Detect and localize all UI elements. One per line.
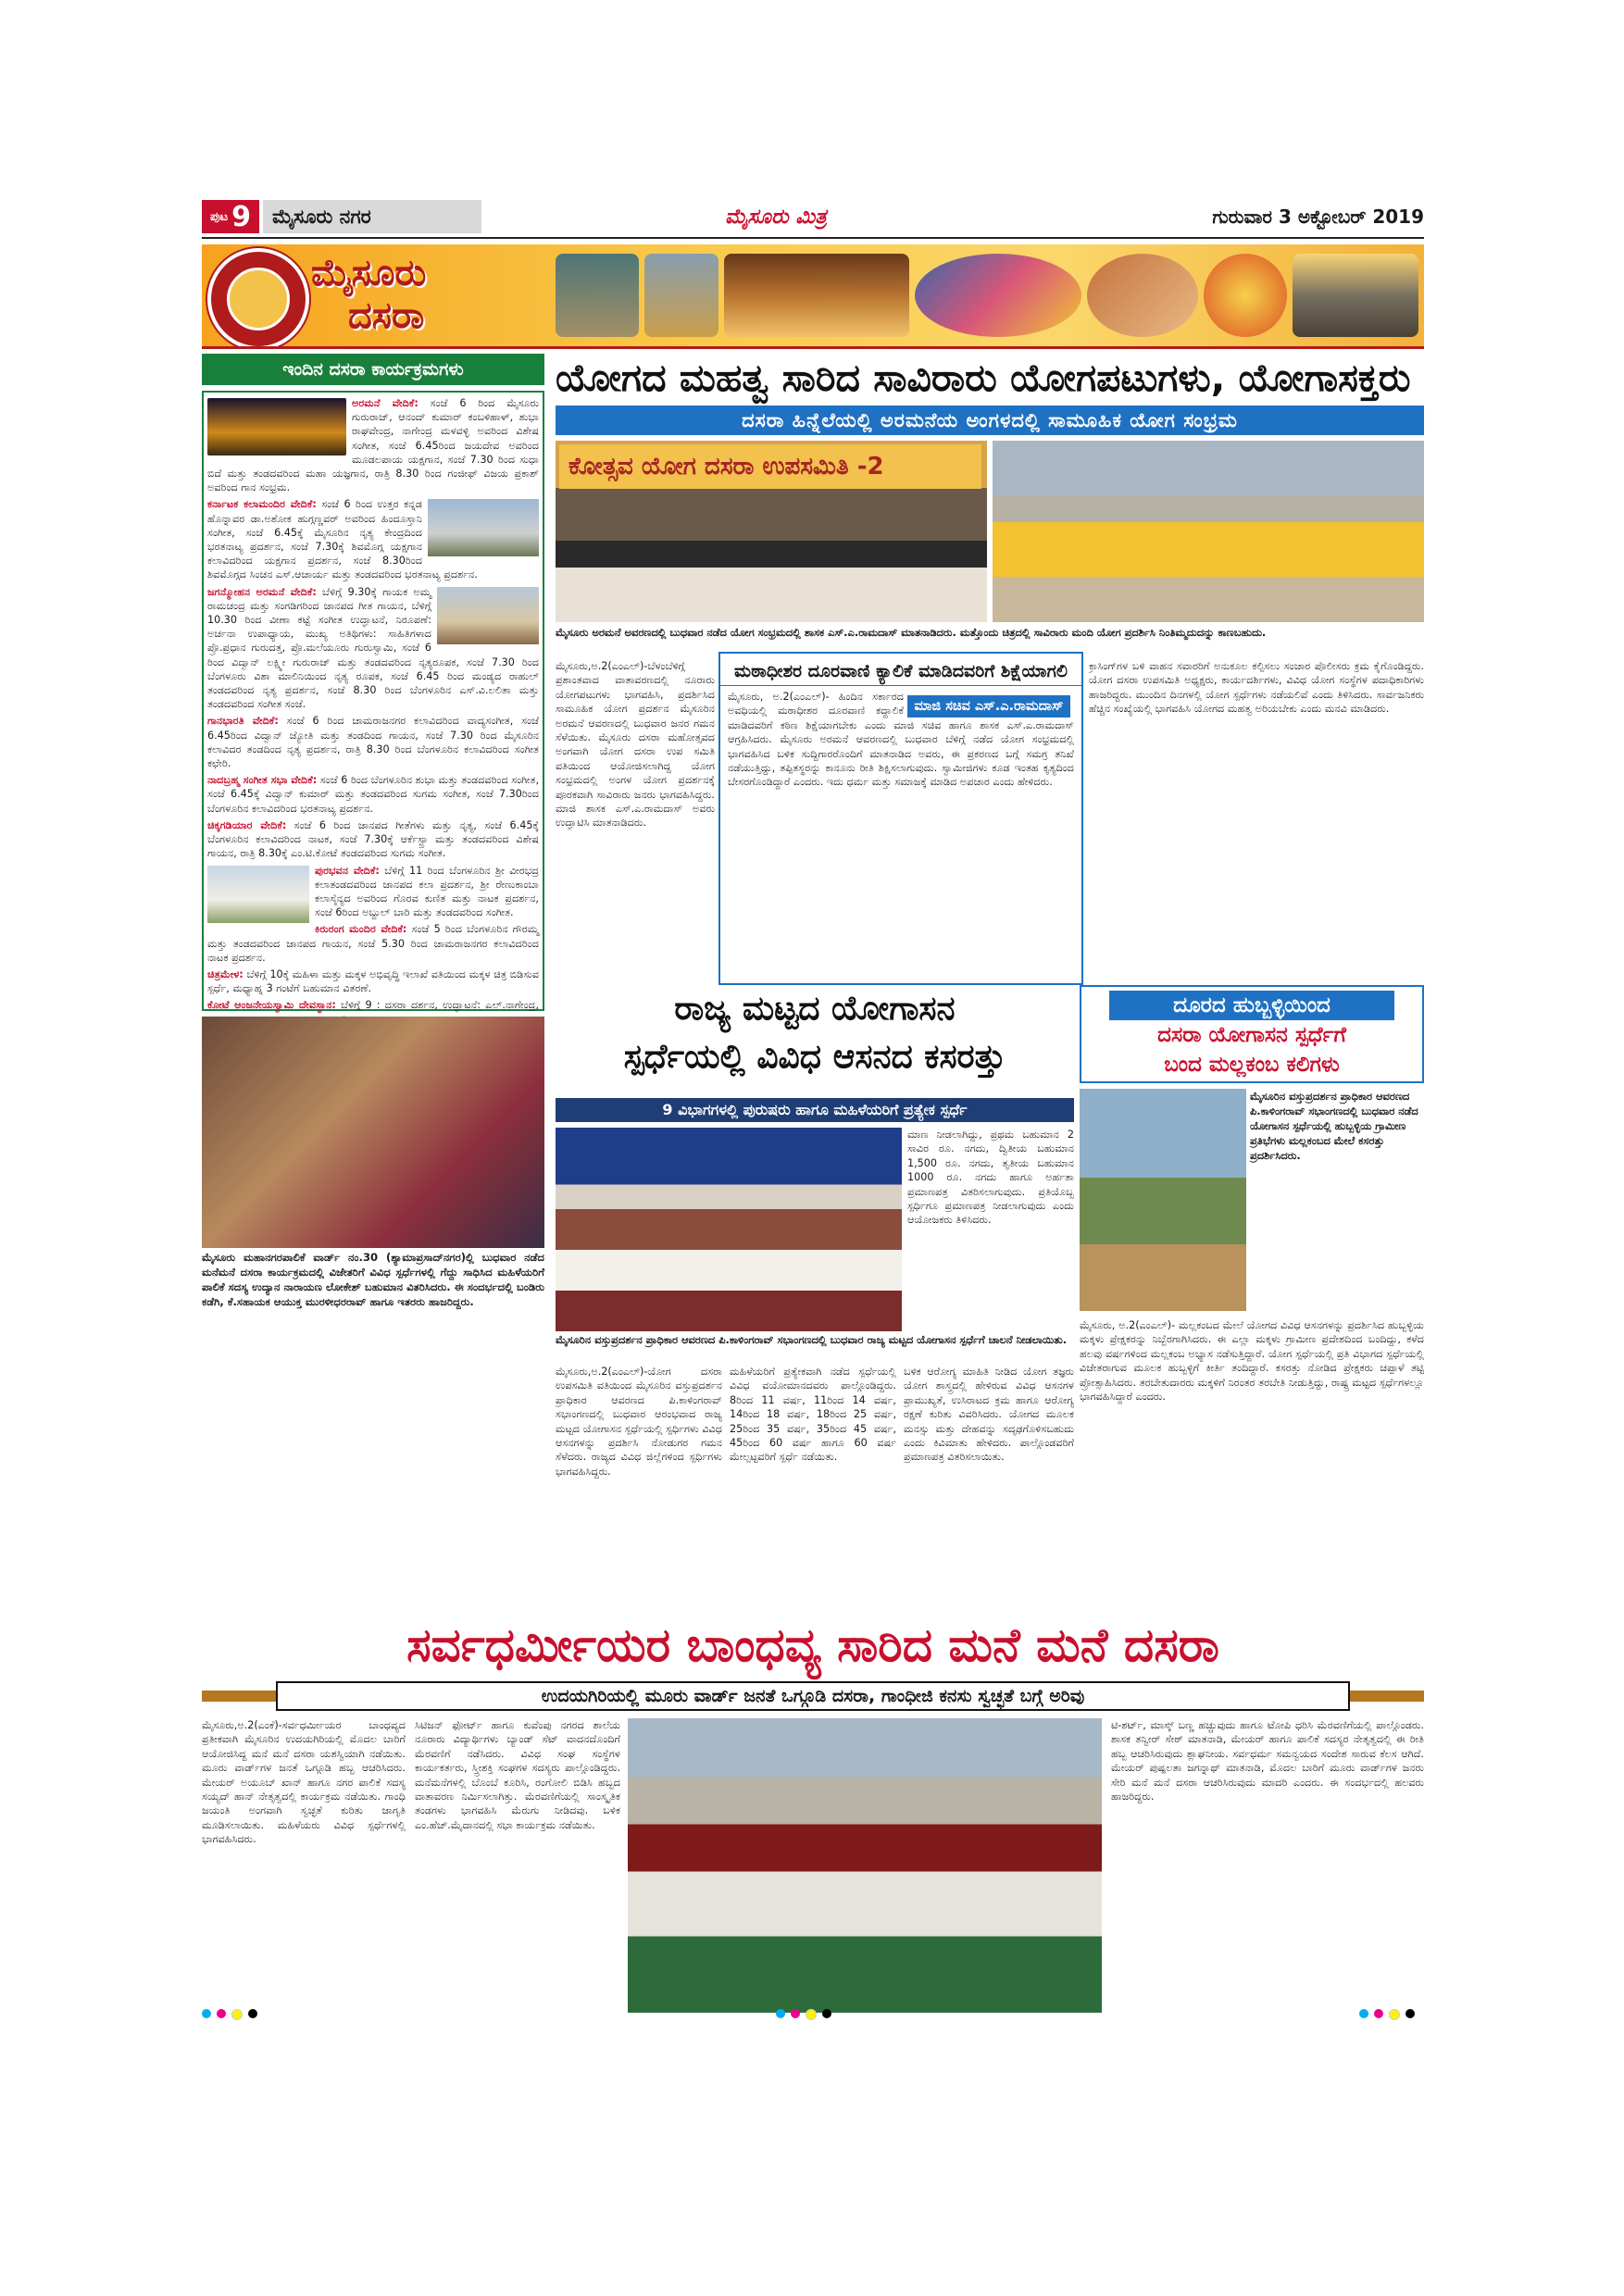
issue-date: ಗುರುವಾರ 3 ಅಕ್ಟೋಬರ್ 2019 (1212, 206, 1424, 228)
home-dasara-procession-photo (628, 1718, 1102, 2013)
mallakamba-headline-line2: ದಸರಾ ಯೋಗಾಸನ ಸ್ಪರ್ಧೆಗೆ (1157, 1023, 1346, 1047)
newspaper-page (202, 196, 1424, 2029)
banner-photo-goddess (1204, 254, 1287, 337)
print-registration-dots-left (202, 2009, 267, 2018)
phone-tapping-box (718, 652, 1083, 985)
page-number-box (202, 200, 259, 233)
yoga-stage-photo (556, 441, 987, 622)
stage-banner-text: ಕೋತ್ಸವ ಯೋಗ ದಸರಾ ಉಪಸಮಿತಿ -2 (559, 444, 981, 489)
programme-entry: ಚಿತ್ರಮೇಳ: ಬೆಳಿಗ್ಗೆ 10ಕ್ಕೆ ಮಹಿಳಾ ಮತ್ತು ಮಕ್ಕಳ ಅಭಿವೃದ್ಧಿ ಇಲಾಖೆ ವತಿಯಿಂದ ಮಕ್ಕಳ ಚಿತ್ರ ಬಿಡಿಸುವ ಸ್ಪರ್ಧೆ, ಮಧ್ಯಾಹ್ನ 3 ಗಂಟೆಗೆ ಬಹುಮಾನ ವಿತರಣೆ. (207, 967, 540, 995)
mallakamba-caption: ಮೈಸೂರಿನ ವಸ್ತುಪ್ರದರ್ಶನ ಪ್ರಾಧಿಕಾರ ಆವರಣದ ಪಿ.ಕಾಳಿಂಗರಾವ್ ಸಭಾಂಗಣದಲ್ಲಿ ಬುಧವಾರ ನಡೆದ ಯೋಗಾಸನ ಸ್ಪರ್ಧೆಯಲ್ಲಿ ಹುಬ್ಬಳ್ಳಿಯ ಗ್ರಾಮೀಣ ಪ್ರತಿಭೆಗಳು ಮಲ್ಲಕಂಬದ ಮೇಲೆ ಕಸರತ್ತು ಪ್ರದರ್ಶಿಸಿದರು. (1250, 1090, 1418, 1162)
banner-photo-temple (644, 254, 718, 337)
programme-entry: ಚಿಕ್ಕಗಡಿಯಾರ ವೇದಿಕೆ: ಸಂಜೆ 6 ರಿಂದ ಜಾನಪದ ಗೀತೆಗಳು ಮತ್ತು ನೃತ್ಯ, ಸಂಜೆ 6.45ಕ್ಕೆ ಬೆಂಗಳೂರಿನ ಕಲಾವಿದರಿಂದ ನಾಟಕ, ಸಂಜೆ 7.30ಕ್ಕೆ ಆರ್ಕೆಸ್ಟ್ರಾ ಮತ್ತು ತಂಡದವರಿಂದ ವಿಶೇಷ ಗಾಯನ, ರಾತ್ರಿ 8.30ಕ್ಕೆ ಎಂ.ಟಿ.ಕೋಟೆ ತಂಡದವರಿಂದ ಸುಗಮ ಸಂಗೀತ. (207, 818, 539, 860)
home-dasara-subhead-bar (202, 1681, 1424, 1711)
mallakamba-headline-line3: ಬಂದ ಮಲ್ಲಕಂಬ ಕಲಿಗಳು (1164, 1053, 1340, 1077)
kalamandira-photo (428, 499, 539, 556)
home-dasara-col3: ಟಿ-ಶರ್ಟ್, ಮಾಸ್ಕ್ ಬಣ್ಣ ಹಚ್ಚುವುದು ಹಾಗೂ ಟೋಪಿ ಧರಿಸಿ ಮೆರವಣಿಗೆಯಲ್ಲಿ ಪಾಲ್ಗೊಂಡರು. ಶಾಸಕ ತನ್ವೀರ್ ಸೇಠ್ ಮಾತನಾಡಿ, ಮೇಯರ್ ಹಾಗೂ ಪಾಲಿಕೆ ಸದಸ್ಯರ ನೇತೃತ್ವದಲ್ಲಿ ಈ ರೀತಿ ಹಬ್ಬ ಆಚರಿಸಿರುವುದು ಶ್ಲಾಘನೀಯ. ಸರ್ವಧರ್ಮ ಸಮನ್ವಯದ ಸಂದೇಶ ಸಾರುವ ಕೆಲಸ ಆಗಿದೆ. ಮೇಯರ್ ಪುಷ್ಪಲತಾ ಜಗನ್ನಾಥ್ ಮಾತನಾಡಿ, ಮೊದಲ ಬಾರಿಗೆ ಮೂರು ವಾರ್ಡ್‌ಗಳ ಜನರು ಸೇರಿ ಮನೆ ಮನೆ ದಸರಾ ಆಚರಿಸಿರುವುದು ಮಾದರಿ ಎಂದರು. ಈ ಸಂದರ್ಭದಲ್ಲಿ ಹಲವರು ಹಾಜರಿದ್ದರು. (1111, 1719, 1424, 1803)
page-prefix: ಪುಟ (210, 209, 229, 224)
dasara-banner (202, 244, 1424, 349)
state-yoga-headline-line1: ರಾಜ್ಯ ಮಟ್ಟದ ಯೋಗಾಸನ (674, 990, 956, 1028)
palace-night-photo (207, 398, 346, 455)
yoga-article-col3: ಕ್ರಾಸಿಂಗ್‌ಗಳ ಬಳಿ ವಾಹನ ಸವಾರರಿಗೆ ಅನುಕೂಲ ಕಲ್ಪಿಸಲು ಸಂಚಾರ ಪೊಲೀಸರು ಕ್ರಮ ಕೈಗೊಂಡಿದ್ದರು. ಯೋಗ ದಸರಾ ಉಪಸಮಿತಿ ಅಧ್ಯಕ್ಷರು, ಕಾರ್ಯದರ್ಶಿಗಳು, ವಿವಿಧ ಯೋಗ ಸಂಸ್ಥೆಗಳ ಪದಾಧಿಕಾರಿಗಳು ಹಾಜರಿದ್ದರು. ಮುಂದಿನ ದಿನಗಳಲ್ಲಿ ಯೋಗ ಸ್ಪರ್ಧೆಗಳು ನಡೆಯಲಿವೆ ಎಂದು ತಿಳಿಸಿದರು. ಸಾರ್ವಜನಿಕರು ಹೆಚ್ಚಿನ ಸಂಖ್ಯೆಯಲ್ಲಿ ಭಾಗವಹಿಸಿ ಯೋಗದ ಮಹತ್ವ ಅರಿಯಬೇಕು ಎಂದು ಮನವಿ ಮಾಡಿದರು. (1089, 660, 1424, 716)
section-title: ಮೈಸೂರು ನಗರ (263, 200, 481, 233)
print-registration-dots-right (1359, 2009, 1424, 2018)
home-dasara-subhead: ಉದಯಗಿರಿಯಲ್ಲಿ ಮೂರು ವಾರ್ಡ್ ಜನತೆ ಒಗ್ಗೂಡಿ ದಸರಾ, ಗಾಂಧೀಜಿ ಕನಸು ಸ್ವಚ್ಛತೆ ಬಗ್ಗೆ ಅರಿವು (276, 1681, 1350, 1711)
yoga-article-col2: ಬಳಿಕ ಆರೋಗ್ಯ ಮಾಹಿತಿ ನೀಡಿದ ಯೋಗ ತಜ್ಞರು ಯೋಗ ಶಾಸ್ತ್ರದಲ್ಲಿ ಹೇಳಿರುವ ವಿವಿಧ ಆಸನಗಳ ಪ್ರಾಮುಖ್ಯತೆ, ಉಸಿರಾಟದ ಕ್ರಮ ಹಾಗೂ ಆರೋಗ್ಯ ರಕ್ಷಣೆ ಕುರಿತು ವಿವರಿಸಿದರು. ಯೋಗದ ಮೂಲಕ ಮನಸ್ಸು ಮತ್ತು ದೇಹವನ್ನು ಸದೃಢಗೊಳಿಸಬಹುದು ಎಂದು ಕಿವಿಮಾತು ಹೇಳಿದರು. ಪಾಲ್ಗೊಂಡವರಿಗೆ ಪ್ರಮಾಣಪತ್ರ ವಿತರಿಸಲಾಯಿತು. (904, 1366, 1074, 1464)
print-registration-dots-center (776, 2009, 841, 2018)
phone-tapping-heading: ಮಠಾಧೀಶರ ದೂರವಾಣಿ ಕ್ಯಾಲಿಕೆ ಮಾಡಿದವರಿಗೆ ಶಿಕ್ಷೆಯಾಗಲಿ (720, 654, 1081, 686)
prize-distribution-photo (202, 1017, 544, 1248)
state-yoga-col3: ಮಾಣ ನೀಡಲಾಗಿದ್ದು, ಪ್ರಥಮ ಬಹುಮಾನ 2 ಸಾವಿರ ರೂ. ನಗದು, ದ್ವಿತೀಯ ಬಹುಮಾನ 1,500 ರೂ. ನಗದು, ತೃತೀಯ ಬಹುಮಾನ 1000 ರೂ. ನಗದು ಹಾಗೂ ಅರ್ಹತಾ ಪ್ರಮಾಣಪತ್ರ ವಿತರಿಸಲಾಗುವುದು. ಪ್ರತಿಯೊಬ್ಬ ಸ್ಪರ್ಧಿಗೂ ಪ್ರಮಾಣಪತ್ರ ನೀಡಲಾಗುವುದು ಎಂದು ಆಯೋಜಕರು ತಿಳಿಸಿದರು. (907, 1129, 1074, 1227)
programme-entry: ಕರ್ನಾಟಕ ಕಲಾಮಂದಿರ ವೇದಿಕೆ: ಸಂಜೆ 6 ರಿಂದ ಉತ್ತರ ಕನ್ನಡ ಹೊನ್ನಾವರ ಡಾ.ಅಶೋಕ ಹುಗ್ಗಣ್ಣವರ್ ಅವರಿಂದ ಹಿಂದೂಸ್ತಾನಿ ಸಂಗೀತ, ಸಂಜೆ 6.45ಕ್ಕೆ ಮೈಸೂರಿನ ನೃತ್ಯ ಕೇಂದ್ರದಿಂದ ಭರತನಾಟ್ಯ ಪ್ರದರ್ಶನ, ಸಂಜೆ 7.30ಕ್ಕೆ ಶಿವಮೊಗ್ಗ ಯಕ್ಷಗಾನ ಕಲಾವಿದರಿಂದ ಯಕ್ಷಗಾನ ಪ್ರದರ್ಶನ, ಸಂಜೆ 8.30ರಿಂದ ಶಿವಮೊಗ್ಗದ ಸಿಂಚನ ಎಸ್.ಆಚಾರ್ಯ ಮತ್ತು ತಂಡದವರಿಂದ ಭರತನಾಟ್ಯ ಪ್ರದರ್ಶನ. (207, 497, 539, 581)
banner-photo-dancers (915, 254, 1081, 337)
mallakamba-photo (1080, 1089, 1246, 1311)
todays-programmes-column (202, 354, 544, 1308)
state-yoga-col2: ಮಹಿಳೆಯರಿಗೆ ಪ್ರತ್ಯೇಕವಾಗಿ ನಡೆದ ಸ್ಪರ್ಧೆಯಲ್ಲಿ ವಿವಿಧ ವಯೋಮಾನದವರು ಪಾಲ್ಗೊಂಡಿದ್ದರು. 8ರಿಂದ 11 ವರ್ಷ, 11ರಿಂದ 14 ವರ್ಷ, 14ರಿಂದ 18 ವರ್ಷ, 18ರಿಂದ 25 ವರ್ಷ, 25ರಿಂದ 35 ವರ್ಷ, 35ರಿಂದ 45 ವರ್ಷ, 45ರಿಂದ 60 ವರ್ಷ ಹಾಗೂ 60 ವರ್ಷ ಮೇಲ್ಪಟ್ಟವರಿಗೆ ಸ್ಪರ್ಧೆ ನಡೆಯಿತು. (730, 1366, 896, 1464)
prize-distribution-caption: ಮೈಸೂರು ಮಹಾನಗರಪಾಲಿಕೆ ವಾರ್ಡ್ ನಂ.30 (ಶ್ಯಾಮಾಪ್ರಸಾದ್‌ನಗರ)ಲ್ಲಿ ಬುಧವಾರ ನಡೆದ ಮನೆಮನೆ ದಸರಾ ಕಾರ್ಯಕ್ರಮದಲ್ಲಿ ವಿಜೇತರಿಗೆ ವಿವಿಧ ಸ್ಪರ್ಧೆಗಳಲ್ಲಿ ಗೆದ್ದು ಸಾಧಿಸಿದ ಮಹಿಳೆಯರಿಗೆ ಪಾಲಿಕೆ ಸದಸ್ಯ ಉದ್ಯಾನ ನಾರಾಯಣ ಲೋಕೇಶ್ ಬಹುಮಾನ ವಿತರಿಸಿದರು. ಈ ಸಂದರ್ಭದಲ್ಲಿ ಬಂಡಿರು ಕಡೆಗಿ, ಕೆ.ಸಹಾಯಕ ಆಯುಕ್ತ ಮುರಳೀಧರರಾವ್ ಹಾಗೂ ಇತರರು ಹಾಜರಿದ್ದರು. (202, 1251, 544, 1308)
dasara-elephant-logo-icon (207, 248, 309, 349)
mallakamba-headline-line1: ದೂರದ ಹುಬ್ಬಳ್ಳಿಯಿಂದ (1109, 991, 1394, 1020)
banner-title-line2: ದಸರಾ (348, 294, 425, 337)
home-dasara-col1: ಮೈಸೂರು,ಅ.2(ಎಂಕೆ)-ಸರ್ವಧರ್ಮೀಯರ ಬಾಂಧವ್ಯದ ಪ್ರತೀಕವಾಗಿ ಮೈಸೂರಿನ ಉದಯಗಿರಿಯಲ್ಲಿ ಮೊದಲ ಬಾರಿಗೆ ಆಯೋಜಿಸಿದ್ದ ಮನೆ ಮನೆ ದಸರಾ ಯಶಸ್ವಿಯಾಗಿ ನಡೆಯಿತು. ಮೂರು ವಾರ್ಡ್‌ಗಳ ಜನತೆ ಒಗ್ಗೂಡಿ ಹಬ್ಬ ಆಚರಿಸಿದರು. ಮೇಯರ್ ಅಯೂಬ್ ಖಾನ್ ಹಾಗೂ ನಗರ ಪಾಲಿಕೆ ಸದಸ್ಯ ಸಯ್ಯದ್ ಹಾನ್ ನೇತೃತ್ವದಲ್ಲಿ ಕಾರ್ಯಕ್ರಮ ನಡೆಯಿತು. ಗಾಂಧಿ ಜಯಂತಿ ಅಂಗವಾಗಿ ಸ್ವಚ್ಛತೆ ಕುರಿತು ಜಾಗೃತಿ ಮೂಡಿಸಲಾಯಿತು. ಮಹಿಳೆಯರು ವಿವಿಧ ಸ್ಪರ್ಧೆಗಳಲ್ಲಿ ಭಾಗವಹಿಸಿದರು. (202, 1719, 406, 1846)
jaganmohan-palace-photo (437, 587, 539, 644)
state-yoga-headline (556, 985, 1074, 1096)
townhall-photo (207, 866, 309, 923)
programme-entry: ಕೋಟೆ ಆಂಜನೇಯಸ್ವಾಮಿ ದೇವಸ್ಥಾನ: ಬೆಳಿಗ್ಗೆ 9 : ದಸರಾ ದರ್ಶನ, ಉದ್ಘಾಟನೆ: ಎಲ್.ನಾಗೇಂದ್ರ, (207, 999, 539, 1012)
page-number: 9 (231, 200, 251, 233)
masthead (202, 196, 1424, 239)
phone-tapping-subhead: ಮಾಜಿ ಸಚಿವ ಎಸ್.ಎ.ರಾಮದಾಸ್ (907, 695, 1070, 718)
state-yoga-headline-line2: ಸ್ಪರ್ಧೆಯಲ್ಲಿ ವಿವಿಧ ಆಸನದ ಕಸರತ್ತು (623, 1038, 1006, 1076)
state-yoga-caption: ಮೈಸೂರಿನ ವಸ್ತುಪ್ರದರ್ಶನ ಪ್ರಾಧಿಕಾರ ಆವರಣದ ಪಿ.ಕಾಳಿಂಗರಾವ್ ಸಭಾಂಗಣದಲ್ಲಿ ಬುಧವಾರ ರಾಜ್ಯ ಮಟ್ಟದ ಯೋಗಾಸನ ಸ್ಪರ್ಧೆಗೆ ಚಾಲನೆ ನೀಡಲಾಯಿತು. (556, 1333, 1068, 1346)
programme-entry: ಅರಮನೆ ವೇದಿಕೆ: ಸಂಜೆ 6 ರಿಂದ ಮೈಸೂರು ಗುರುರಾಜ್, ಆನಂದ್ ಕುಮಾರ್ ಕಂಬಳಿಹಾಳ್, ಶುಭಾ ರಾಘವೇಂದ್ರ, ನಾಗೇಂದ್ರ ಮಳವಳ್ಳಿ ಅವರಿಂದ ವಿಶೇಷ ಸಂಗೀತ, ಸಂಜೆ 6.45ರಿಂದ ಜಯದೇವ ಅವರಿಂದ ಮೂಡಲಪಾಯ ಯಕ್ಷಗಾನ, ಸಂಜೆ 7.30 ರಿಂದ ಸುಧಾ ಬಿದೆ ಮತ್ತು ತಂಡದವರಿಂದ ಮಹಾ ಯಜ್ಞಗಾನ, ರಾತ್ರಿ 8.30 ರಿಂದ ಗಂಜೀಫ್ ವಿಜಯ ಪ್ರಕಾಶ್ ಅವರಿಂದ ಗಾನ ಸಂಭ್ರಮ. (207, 397, 539, 494)
home-dasara-col2: ಸಿಟಿಜನ್ ಫೋರ್ಟ್ ಹಾಗೂ ಕುವೆಂಪು ನಗರದ ಶಾಲೆಯ ನೂರಾರು ವಿದ್ಯಾರ್ಥಿಗಳು ಬ್ಯಾಂಡ್ ಸೆಟ್ ವಾದನದೊಂದಿಗೆ ಮೆರವಣಿಗೆ ನಡೆಸಿದರು. ವಿವಿಧ ಸಂಘ ಸಂಸ್ಥೆಗಳ ಕಾರ್ಯಕರ್ತರು, ಸ್ತ್ರೀಶಕ್ತಿ ಸಂಘಗಳ ಸದಸ್ಯರು ಪಾಲ್ಗೊಂಡಿದ್ದರು. ಮನೆಮನೆಗಳಲ್ಲಿ ಬೊಂಬೆ ಕೂರಿಸಿ, ರಂಗೋಲಿ ಬಿಡಿಸಿ ಹಬ್ಬದ ವಾತಾವರಣ ನಿರ್ಮಿಸಲಾಗಿತ್ತು. ಮೆರವಣಿಗೆಯಲ್ಲಿ ಸಾಂಸ್ಕೃತಿಕ ತಂಡಗಳು ಭಾಗವಹಿಸಿ ಮೆರುಗು ನೀಡಿದವು. ಬಳಿಕ ಎಂ.ಹೆಚ್.ಮೈದಾನದಲ್ಲಿ ಸಭಾ ಕಾರ್ಯಕ್ರಮ ನಡೆಯಿತು. (415, 1719, 620, 1831)
banner-photo-statue (556, 254, 639, 337)
yoga-article-col1: ಮೈಸೂರು,ಅ.2(ಎಂಎಲ್)-ಬೆಳಂಬೆಳಿಗ್ಗೆ ಪ್ರಶಾಂತವಾದ ವಾತಾವರಣದಲ್ಲಿ ನೂರಾರು ಯೋಗಪಟುಗಳು ಭಾಗವಹಿಸಿ, ಪ್ರದರ್ಶಿಸಿದ ಸಾಮೂಹಿಕ ಯೋಗ ಪ್ರದರ್ಶನ ಮೈಸೂರಿನ ಅರಮನೆ ಆವರಣದಲ್ಲಿ ಬುಧವಾರ ಜನರ ಗಮನ ಸೆಳೆಯಿತು. ಮೈಸೂರು ದಸರಾ ಮಹೋತ್ಸವದ ಅಂಗವಾಗಿ ಯೋಗ ದಸರಾ ಉಪ ಸಮಿತಿ ವತಿಯಿಂದ ಆಯೋಜಿಸಲಾಗಿದ್ದ ಯೋಗ ಸಂಭ್ರಮದಲ್ಲಿ ಅಂಗಳ ಯೋಗ ಪ್ರದರ್ಶನಕ್ಕೆ ಪೂರಕವಾಗಿ ಸಾವಿರಾರು ಜನರು ಭಾಗವಹಿಸಿದ್ದರು. ಮಾಜಿ ಶಾಸಕ ಎಸ್.ಎ.ರಾಮದಾಸ್ ಅವರು ಉದ್ಘಾಟಿಸಿ ಮಾತನಾಡಿದರು. (556, 660, 715, 830)
banner-photo-palace (724, 254, 909, 337)
banner-photo-elephant (1293, 254, 1418, 337)
mallakamba-body: ಮೈಸೂರು, ಅ.2(ಎಂಎಲ್)- ಮಲ್ಲಕಂಬದ ಮೇಲೆ ಯೋಗದ ವಿವಿಧ ಆಸನಗಳನ್ನು ಪ್ರದರ್ಶಿಸಿದ ಹುಬ್ಬಳ್ಳಿಯ ಮಕ್ಕಳು ಪ್ರೇಕ್ಷಕರನ್ನು ನಿಬ್ಬೆರಗಾಗಿಸಿದರು. ಈ ಎಲ್ಲಾ ಮಕ್ಕಳು ಗ್ರಾಮೀಣ ಪ್ರದೇಶದಿಂದ ಬಂದಿದ್ದು, ಕಳೆದ ಹಲವು ವರ್ಷಗಳಿಂದ ಮಲ್ಲಕಂಬ ಅಭ್ಯಾಸ ನಡೆಸುತ್ತಿದ್ದಾರೆ. ಯೋಗ ಸ್ಪರ್ಧೆಯಲ್ಲಿ ಪ್ರತಿ ವಿಭಾಗದ ಸ್ಪರ್ಧೆಯಲ್ಲಿ ವಿಜೇತರಾಗುವ ಮೂಲಕ ಹುಬ್ಬಳ್ಳಿಗೆ ಕೀರ್ತಿ ತಂದಿದ್ದಾರೆ. ಕಸರತ್ತು ನೋಡಿದ ಪ್ರೇಕ್ಷಕರು ಚಪ್ಪಾಳೆ ತಟ್ಟಿ ಪ್ರೋತ್ಸಾಹಿಸಿದರು. ತರಬೇತುದಾರರು ಮಕ್ಕಳಿಗೆ ನಿರಂತರ ತರಬೇತಿ ನೀಡುತ್ತಿದ್ದು, ರಾಷ್ಟ್ರ ಮಟ್ಟದ ಸ್ಪರ್ಧೆಗಳಲ್ಲೂ ಭಾಗವಹಿಸಿದ್ದಾರೆ ಎಂದರು. (1080, 1319, 1424, 1404)
banner-photo-wrestling (1087, 254, 1198, 337)
mallakamba-headline-box (1080, 985, 1424, 1083)
programme-entry: ಗಾನಭಾರತಿ ವೇದಿಕೆ: ಸಂಜೆ 6 ರಿಂದ ಚಾಮರಾಜನಗರ ಕಲಾವಿದರಿಂದ ವಾದ್ಯಸಂಗೀತ, ಸಂಜೆ 6.45ರಿಂದ ವಿದ್ವಾನ್ ಜ್ಯೋತಿ ಮತ್ತು ತಂಡದಿಂದ ಗಾಯನ, ಸಂಜೆ 7.30 ರಿಂದ ಮೈಸೂರಿನ ಕಲಾವಿದರ ತಂಡದಿಂದ ನೃತ್ಯ ಪ್ರದರ್ಶನ, ರಾತ್ರಿ 8.30 ರಿಂದ ಬೆಂಗಳೂರಿನ ಕಲಾವಿದರಿಂದ ಸಂಗೀತ ಕಛೇರಿ. (207, 715, 539, 770)
state-yoga-inauguration-photo (556, 1128, 902, 1331)
programme-entry: ಪುರಭವನ ವೇದಿಕೆ: ಬೆಳಿಗ್ಗೆ 11 ರಿಂದ ಬೆಂಗಳೂರಿನ ಶ್ರೀ ವೀರಭದ್ರ ಕಲಾತಂಡದವರಿಂದ ಜಾನಪದ ಕಲಾ ಪ್ರದರ್ಶನ, ಶ್ರೀ ರೇಣುಕಾಂಬಾ ಕಲಾಸೈನ್ಯದ ಅವರಿಂದ ಗೊರವ ಕುಣಿತ ಮತ್ತು ನಾಟಕ ಪ್ರದರ್ಶನ, ಸಂಜೆ 6ರಿಂದ ಅಬ್ದುಲ್ ಬಾರಿ ಮತ್ತು ತಂಡದವರಿಂದ ಸಂಗೀತ. (207, 864, 539, 920)
newspaper-name: ಮೈಸೂರು ಮಿತ್ರ (725, 205, 827, 229)
phone-tapping-body: ಮಾಜಿ ಸಚಿವ ಎಸ್.ಎ.ರಾಮದಾಸ್ ಮೈಸೂರು, ಅ.2(ಎಂಎಲ್)- ಹಿಂದಿನ ಸರ್ಕಾರದ ಅವಧಿಯಲ್ಲಿ ಮಠಾಧೀಶರ ದೂರವಾಣಿ ಕದ್ದಾಲಿಕೆ ಮಾಡಿದವರಿಗೆ ಕಠಿಣ ಶಿಕ್ಷೆಯಾಗಬೇಕು ಎಂದು ಮಾಜಿ ಸಚಿವ ಹಾಗೂ ಶಾಸಕ ಎಸ್.ಎ.ರಾಮದಾಸ್ ಆಗ್ರಹಿಸಿದರು. ಮೈಸೂರು ಅರಮನೆ ಆವರಣದಲ್ಲಿ ಬುಧವಾರ ಬೆಳಿಗ್ಗೆ ನಡೆದ ಯೋಗ ಸಂಭ್ರಮದಲ್ಲಿ ಭಾಗವಹಿಸಿದ ಬಳಿಕ ಸುದ್ದಿಗಾರರೊಂದಿಗೆ ಮಾತನಾಡಿದ ಅವರು, ಈ ಪ್ರಕರಣದ ಬಗ್ಗೆ ಸಮಗ್ರ ತನಿಖೆ ನಡೆಯುತ್ತಿದ್ದು, ತಪ್ಪಿತಸ್ಥರನ್ನು ಕಾನೂನು ರೀತಿ ಶಿಕ್ಷಿಸಲಾಗುವುದು. ಸ್ವಾಮೀಜಿಗಳು ಕೂಡ ಇಂತಹ ಕೃತ್ಯದಿಂದ ಬೇಸರಗೊಂಡಿದ್ದಾರೆ ಎಂದರು. ಇದು ಧರ್ಮ ಮತ್ತು ಸಮಾಜಕ್ಕೆ ಮಾಡಿದ ಅಪಚಾರ ಎಂದು ಹೇಳಿದರು. (728, 691, 1074, 789)
todays-programmes-heading: ಇಂದಿನ ದಸರಾ ಕಾರ್ಯಕ್ರಮಗಳು (202, 354, 544, 385)
state-yoga-col1: ಮೈಸೂರು,ಅ.2(ಎಂಎಲ್)-ಯೋಗ ದಸರಾ ಉಪಸಮಿತಿ ವತಿಯಿಂದ ಮೈಸೂರಿನ ವಸ್ತುಪ್ರದರ್ಶನ ಪ್ರಾಧಿಕಾರ ಆವರಣದ ಪಿ.ಕಾಳಿಂಗರಾವ್ ಸಭಾಂಗಣದಲ್ಲಿ ಬುಧವಾರ ಆರಂಭವಾದ ರಾಜ್ಯ ಮಟ್ಟದ ಯೋಗಾಸನ ಸ್ಪರ್ಧೆಯಲ್ಲಿ ಸ್ಪರ್ಧಿಗಳು ವಿವಿಧ ಆಸನಗಳನ್ನು ಪ್ರದರ್ಶಿಸಿ ನೋಡುಗರ ಗಮನ ಸೆಳೆದರು. ರಾಜ್ಯದ ವಿವಿಧ ಜಿಲ್ಲೆಗಳಿಂದ ಸ್ಪರ್ಧಿಗಳು ಭಾಗವಹಿಸಿದ್ದರು. (556, 1366, 722, 1478)
banner-title (311, 252, 552, 337)
state-yoga-subhead: 9 ವಿಭಾಗಗಳಲ್ಲಿ ಪುರುಷರು ಹಾಗೂ ಮಹಿಳೆಯರಿಗೆ ಪ್ರತ್ಯೇಕ ಸ್ಪರ್ಧೆ (556, 1098, 1074, 1122)
yoga-subheadline: ದಸರಾ ಹಿನ್ನೆಲೆಯಲ್ಲಿ ಅರಮನೆಯ ಅಂಗಳದಲ್ಲಿ ಸಾಮೂಹಿಕ ಯೋಗ ಸಂಭ್ರಮ (556, 406, 1424, 435)
programme-entry: ಜಗನ್ಮೋಹನ ಅರಮನೆ ವೇದಿಕೆ: ಬೆಳಿಗ್ಗೆ 9.30ಕ್ಕೆ ಗಾಯಕ ಅಮ್ಮ ರಾಮಚಂದ್ರ ಮತ್ತು ಸಂಗಡಿಗರಿಂದ ಜಾನಪದ ಗೀತ ಗಾಯನ, ಬೆಳಿಗ್ಗೆ 10.30 ರಿಂದ ವೀಣಾ ಕಟ್ಟೆ ಸಂಗೀತ ಉದ್ಘಾಟನೆ, ನಿರೂಪಣೆ: ಅರ್ಚನಾ ಉಪಾಧ್ಯಾಯ, ಮುಖ್ಯ ಅತಿಥಿಗಳು: ಸಾಹಿತಿಗಳಾದ ಪ್ರೊ.ಪ್ರಧಾನ ಗುರುದತ್ತ, ಪ್ರೊ.ಮಲೆಯೂರು ಗುರುಸ್ವಾಮಿ, ಸಂಜೆ 6 ರಿಂದ ವಿದ್ವಾನ್ ಲಕ್ಷ್ಮೀ ಗುರುರಾಜ್ ಮತ್ತು ತಂಡದವರಿಂದ ನೃತ್ಯರೂಪಕ, ಸಂಜೆ 7.30 ರಿಂದ ಬೆಂಗಳೂರು ವಿಶಾ ಮಾಲಿನಿಯಿಂದ ನೃತ್ಯ ರೂಪಕ, ಸಂಜೆ 6.45 ರಿಂದ ಮಂಡ್ಯದ ರಾಹುಲ್ ತಂಡದವರಿಂದ ನೃತ್ಯ ಪ್ರದರ್ಶನ, ಸಂಜೆ 8.30 ರಿಂದ ಬೆಂಗಳೂರಿನ ಎಸ್.ವಿ.ಲಲಿತಾ ಮತ್ತು ತಂಡದವರಿಂದ ಸಂಗೀತ ಸಂಜೆ. (207, 585, 539, 711)
programme-entry: ಕಿರುರಂಗ ಮಂದಿರ ವೇದಿಕೆ: ಸಂಜೆ 5 ರಿಂದ ಬೆಂಗಳೂರಿನ ಗೌರಮ್ಮ ಮತ್ತು ತಂಡದವರಿಂದ ಜಾನಪದ ಗಾಯನ, ಸಂಜೆ 5.30 ರಿಂದ ಚಾಮರಾಜನಗರ ಕಲಾವಿದರಿಂದ ನಾಟಕ ಪ್ರದರ್ಶನ. (207, 923, 539, 964)
programmes-list (202, 391, 544, 1011)
home-dasara-headline: ಸರ್ವಧರ್ಮೀಯರ ಬಾಂಧವ್ಯ ಸಾರಿದ ಮನೆ ಮನೆ ದಸರಾ (406, 1618, 1219, 1672)
mass-yoga-photo (993, 441, 1424, 622)
programme-entry: ನಾದಬ್ರಹ್ಮ ಸಂಗೀತ ಸಭಾ ವೇದಿಕೆ: ಸಂಜೆ 6 ರಿಂದ ಬೆಂಗಳೂರಿನ ಶುಭಾ ಮತ್ತು ತಂಡದವರಿಂದ ಸಂಗೀತ, ಸಂಜೆ 6.45ಕ್ಕೆ ವಿದ್ವಾನ್ ಕುಮಾರ್ ಮತ್ತು ತಂಡದವರಿಂದ ಸುಗಮ ಸಂಗೀತ, ಸಂಜೆ 7.30ರಿಂದ ಬೆಂಗಳೂರಿನ ಕಲಾವಿದರಿಂದ ಭರತನಾಟ್ಯ ಪ್ರದರ್ಶನ. (207, 774, 539, 815)
banner-title-line1: ಮೈಸೂರು (311, 252, 427, 294)
yoga-headline: ಯೋಗದ ಮಹತ್ವ ಸಾರಿದ ಸಾವಿರಾರು ಯೋಗಪಟುಗಳು, ಯೋಗಾಸಕ್ತರು (556, 356, 1411, 400)
yoga-caption: ಮೈಸೂರು ಅರಮನೆ ಅವರಣದಲ್ಲಿ ಬುಧವಾರ ನಡೆದ ಯೋಗ ಸಂಭ್ರಮದಲ್ಲಿ ಶಾಸಕ ಎಸ್.ಎ.ರಾಮದಾಸ್ ಮಾತನಾಡಿದರು. ಮತ್ತೊಂದು ಚಿತ್ರದಲ್ಲಿ ಸಾವಿರಾರು ಮಂದಿ ಯೋಗ ಪ್ರದರ್ಶಿಸಿ ನಿಂತಿಮ್ಮದುದನ್ನು ಕಾಣಬಹುದು. (556, 626, 1267, 639)
